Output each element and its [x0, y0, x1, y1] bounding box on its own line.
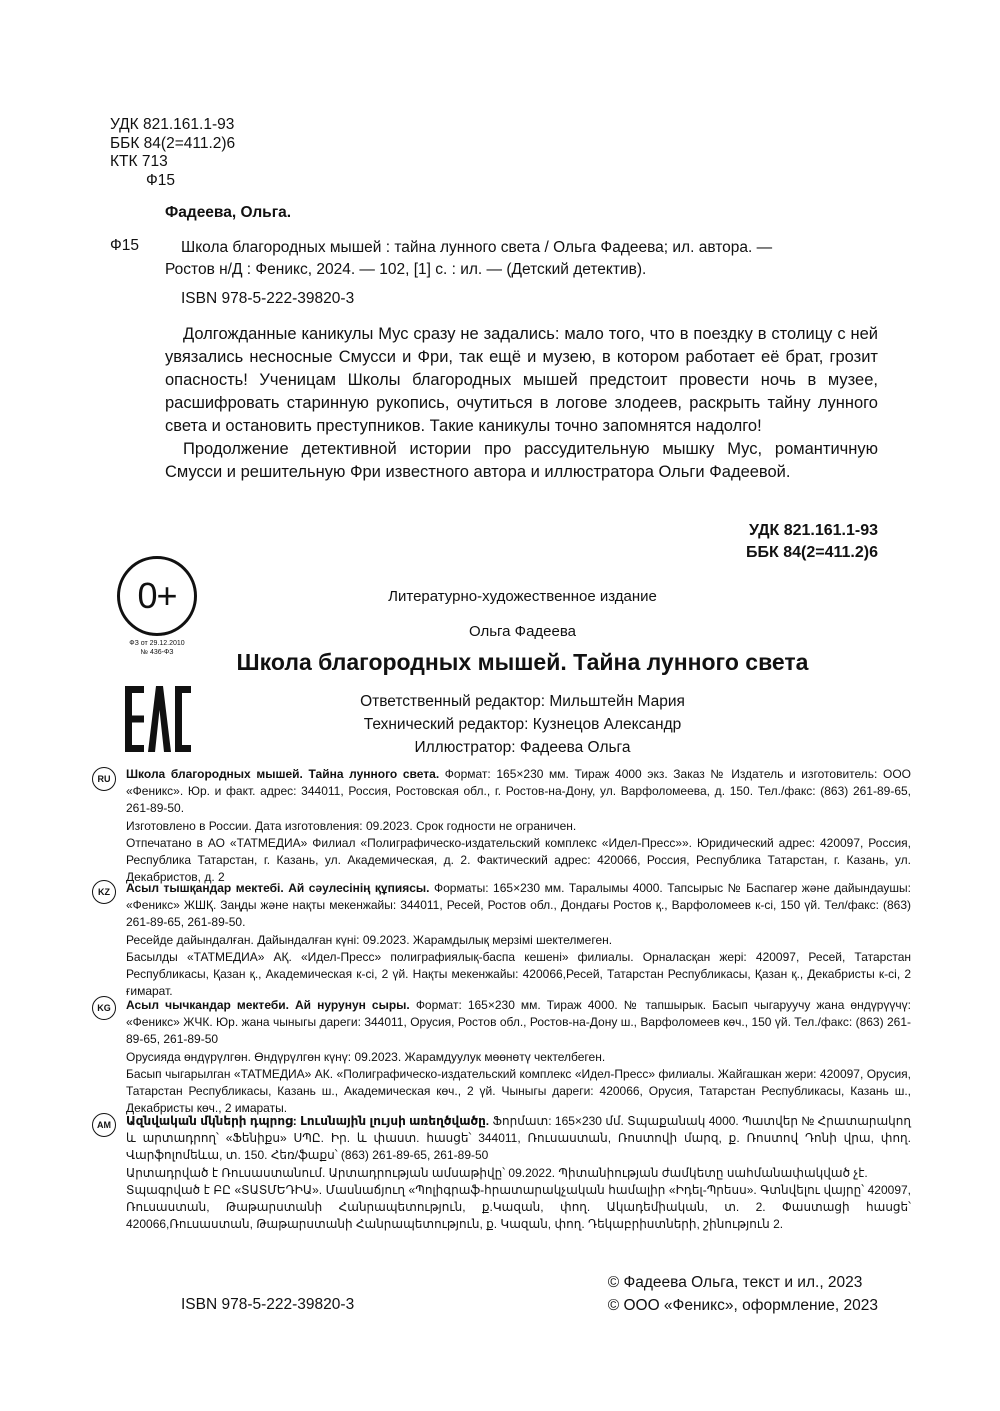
book-title: Школа благородных мышей. Тайна лунного света — [236, 649, 809, 675]
classification-codes — [110, 116, 235, 190]
isbn-bottom: ISBN 978-5-222-39820-3 — [181, 1296, 355, 1313]
udk-code-right: УДК 821.161.1-93 — [748, 522, 878, 539]
isbn-top: ISBN 978-5-222-39820-3 — [181, 290, 355, 307]
imprint-kg — [126, 997, 911, 1117]
ktk-code: КТК 713 — [110, 153, 168, 170]
imprint-ru-title: Школа благородных мышей. Тайна лунного света. — [126, 767, 440, 781]
copyright — [608, 1271, 878, 1317]
editors-credits — [0, 690, 1000, 759]
bbk-code: ББК 84(2=411.2)6 — [110, 134, 236, 152]
imprint-am-printer: Տպագրված է ԲԸ «ՏԱՏՄԵԴԻԱ». Մասնաճյուղ «Պոլիգրաֆ-հրատարակչական համալիր «Իդել-Պրեսս». Գտնվելու վայրը՝ 420097, Ռուսաստան, Թաթարստանի Հանրապետություն, ք.Կազան, փող. Ակադեմիական, տ. 2. Փաստացի հասցե՝ 420066,Ռուսաստան, Թաթարստանի Հանրապետություն, ք. Կազան, փող. Դեկաբրիստների, շինություն 2. — [126, 1182, 911, 1232]
annotation-paragraph-2: Продолжение детективной истории про рассудительную мышку Мус, романтичную Смусси и решительную Фри известного автора и иллюстратора Ольги Фадеевой. — [165, 440, 878, 481]
imprint-am-title: Ազնվական մկների դպրոց: Լուսնային լույսի առեղծվածը. — [126, 1114, 490, 1128]
illustrator: Иллюстратор: Фадеева Ольга — [414, 739, 631, 756]
imprint-kz — [126, 880, 911, 1000]
author-heading: Фадеева, Ольга. — [165, 204, 292, 221]
imprint-am — [126, 1113, 911, 1233]
imprint-ru — [126, 766, 911, 886]
annotation — [165, 323, 878, 484]
author-name: Ольга Фадеева — [468, 623, 577, 640]
udk-code: УДК 821.161.1-93 — [110, 116, 235, 133]
technical-editor: Технический редактор: Кузнецов Александр — [363, 716, 682, 733]
imprint-kz-details: Форматы: 165×230 мм. Таралымы 4000. Тапсырыс № Баспагер және дайындаушы: «Феникс» ЖШҚ. Заңды және нақты мекенжайы: 344011, Ресей, Ростов обл., Дондағы Ростов қ., Варфоломеев к-сі, 150 үй. Тел/факс: (863) 261-89-65, 261-89-50. — [126, 881, 912, 930]
copyright-text: © Фадеева Ольга, текст и ил., 2023 — [607, 1274, 863, 1291]
edition-type: Литературно-художественное издание — [388, 588, 657, 605]
responsible-editor: Ответственный редактор: Мильштейн Мария — [360, 693, 685, 710]
ru-badge-icon: RU — [92, 767, 116, 791]
age-law-line-2: № 436-ФЗ — [140, 649, 174, 656]
biblio-author-mark: Ф15 — [110, 237, 140, 254]
author-mark: Ф15 — [146, 171, 176, 189]
age-rating-mark — [117, 556, 197, 657]
imprint-am-origin: Արտադրված է Ռուսաստանում. Արտադրության ամսաթիվը՝ 09.2022. Պիտանիության ժամկետը սահմանափակված չէ. — [126, 1165, 868, 1180]
imprint-ru-details: Формат: 165×230 мм. Тираж 4000 экз. Заказ № Издатель и изготовитель: ООО «Феникс». Юр. и факт. адрес: 344011, Россия, Ростовская обл., г. Ростов-на-Дону, ул. Варфоломеева, д. 150. Тел./факс: (863) 261-89-65, 261-89-50. — [126, 767, 912, 816]
imprint-kg-origin: Орусияда өндүрүлгөн. Өндүрүлгөн күнү: 09.2023. Жарамдуулук мөөнөтү чектелбеген. — [126, 1049, 606, 1064]
imprint-kg-printer: Басып чыгарылган «ТАТМЕДИА» АК. «Полиграфическо-издательский комплекс «Идел-Пресс» филиалы. Жайгашкан жери: 420097, Орусия, Татарстан Республикасы, Казань ш., Академическая көч., 2 үй. Чыныгы дареги: 420066, Орусия, Татарстан Республикасы, Казань ш., Декабристы көч., 2 имараты. — [126, 1066, 911, 1116]
imprint-kg-title: Асыл чычкандар мектеби. Ай нурунун сыры. — [126, 998, 410, 1012]
biblio-line-1: Школа благородных мышей : тайна лунного света / Ольга Фадеева; ил. автора. — — [181, 239, 773, 256]
kg-badge-icon: KG — [92, 996, 116, 1020]
age-law-line-1: ФЗ от 29.12.2010 — [129, 640, 185, 647]
copyright-design: © ООО «Феникс», оформление, 2023 — [607, 1297, 878, 1314]
am-badge-icon: AM — [92, 1113, 116, 1137]
imprint-ru-printer: Отпечатано в АО «ТАТМЕДИА» Филиал «Полиграфическо-издательский комплекс «Идел-Пресс»». Юридический адрес: 420097, Россия, Республика Татарстан, г. Казань, ул. Академическая, д. 2. Фактический адрес: 420066, Россия, Республика Татарстан, г. Казань, ул. Декабристов, д. 2 — [126, 835, 911, 885]
kz-badge-icon: KZ — [92, 880, 116, 904]
bbk-code-right: ББК 84(2=411.2)6 — [746, 544, 878, 561]
annotation-paragraph-1: Долгожданные каникулы Мус сразу не задались: мало того, что в поездку в столицу с ней увязались несносные Смусси и Фри, так ещё и музею, в котором работает её брат, грозит опасность! Ученицам Школы благородных мышей предстоит провести ночь в музее, расшифровать старинную рукопись, очутиться в логове злодеев, раскрыть тайну лунного света и остановить преступников. Такие каникулы точно запомнятся надолго! — [165, 325, 878, 435]
imprint-kz-origin: Ресейде дайындалған. Дайындалған күні: 09.2023. Жарамдылық мерзімі шектелмеген. — [126, 932, 613, 947]
classification-codes-right — [746, 520, 878, 564]
imprint-am-details: Ֆորմատ: 165×230 մմ. Տպաքանակ 4000. Պատվեր № Հրատարակող և արտադրող՝ «Ֆենիքս» ՍՊԸ. Իր. և փաստ. հասցե՝ 344011, Ռուսաստան, Ռոստովի մարզ, ք. Ռոստով Դոնի վրա, փող. Վարֆոլոմեևա, տ. 150. Հեռ/ֆաքս՝ (863) 261-89-65, 261-89-50 — [126, 1114, 911, 1163]
age-rating-text: 0+ — [137, 575, 177, 616]
biblio-line-2: Ростов н/Д : Феникс, 2024. — 102, [1] с. : ил. — (Детский детектив). — [165, 261, 647, 278]
imprint-ru-origin: Изготовлено в России. Дата изготовления: 09.2023. Срок годности не ограничен. — [126, 818, 577, 833]
imprint-kz-printer: Басылды «ТАТМЕДИА» АҚ. «Идел-Пресс» полиграфиялық-баспа кешені» филиалы. Орналасқан жері: 420097, Ресей, Татарстан Республикасы, Қазан қ., Академическая к-сі, 2 үй. Нақты мекенжайы: 420066,Ресей, Татарстан Республикасы, Қазан қ., Декабристы к-сі, 2 ғимарат. — [126, 949, 911, 999]
bibliographic-description — [165, 237, 885, 281]
imprint-kz-title: Асыл тышқандар мектебі. Ай сәулесінің құпиясы. — [126, 881, 430, 895]
imprint-kg-details: Формат: 165×230 мм. Тираж 4000. № тапшырык. Басып чыгаруучу жана өндүрүүчү: «Феникс» ЖЧК. Юр. жана чыныгы дареги: 344011, Орусия, Ростов обл., Ростов-на-Дону ш., Варфоломеев көч., 150 үй. Тел./факс: (863) 261-89-65, 261-89-50 — [126, 998, 911, 1047]
